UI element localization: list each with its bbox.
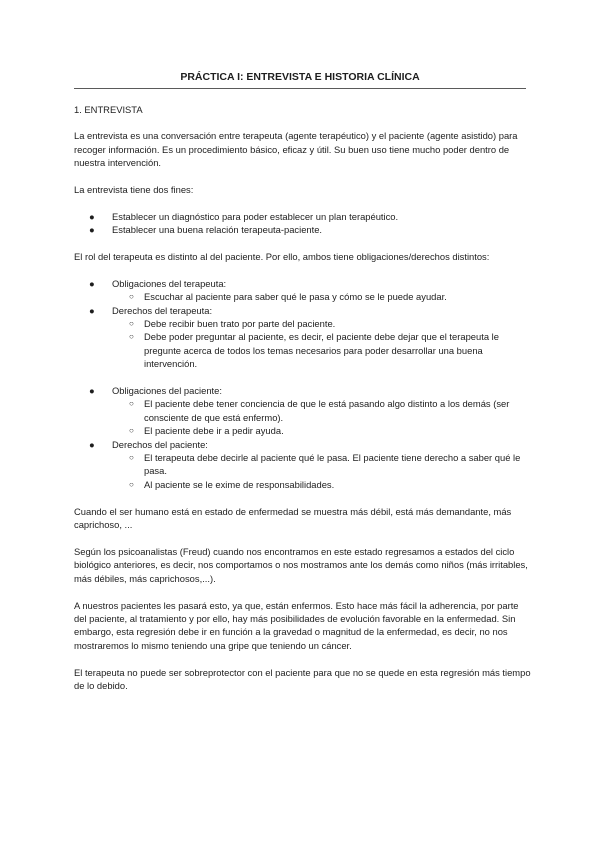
circle-bullet-icon: ○: [129, 399, 134, 409]
sublist: [112, 317, 532, 371]
rol-intro: El rol del terapeuta es distinto al del paciente. Por ello, ambos tiene obligaciones/derechos distintos:: [74, 251, 490, 263]
circle-bullet-icon: ○: [129, 292, 134, 302]
document-title: PRÁCTICA I: ENTREVISTA E HISTORIA CLÍNICA: [180, 71, 420, 83]
terapeuta-list: [74, 277, 532, 371]
circle-bullet-icon: ○: [129, 319, 134, 329]
circle-bullet-icon: ○: [129, 479, 134, 489]
body-paragraph: A nuestros pacientes les pasará esto, ya que, están enfermos. Esto hace más fácil la adherencia, por parte del paciente, al tratamiento y por ello, hay más posibilidades de evolución favorable en la enfermedad. Sin embargo, esta regresión debe ir en función a la gravedad o magnitud de la enfermedad, es decir, no nos mostraremos lo mismo teniendo una gripe que teniendo un cáncer.: [74, 599, 519, 651]
document-body: [74, 103, 532, 706]
title-divider: [74, 88, 526, 89]
sublist-item: ○ El paciente debe ir a pedir ayuda.: [129, 425, 284, 437]
intro-paragraph: La entrevista es una conversación entre terapeuta (agente terapéutico) y el paciente (agente asistido) para recoger información. Es un procedimiento básico, eficaz y útil. Su buen uso tiene mucho poder dentro de nuestra intervención.: [74, 130, 518, 169]
sublist-item: ○ Escuchar al paciente para saber qué le pasa y cómo se le puede ayudar.: [129, 291, 447, 303]
body-paragraph: Cuando el ser humano está en estado de enfermedad se muestra más débil, está más demandante, más caprichoso, ...: [74, 505, 512, 531]
bullet-icon: ●: [89, 224, 95, 236]
sublist-item: ○ Al paciente se le exime de responsabilidades.: [129, 478, 335, 490]
section-heading: 1. ENTREVISTA: [74, 104, 143, 115]
sublist-item: ○ Debe poder preguntar al paciente, es decir, el paciente debe dejar que el terapeuta le pregunte acerca de todos los temas necesarios para poder desarrollar una buena intervención.: [129, 331, 499, 370]
list-item: ● Obligaciones del paciente: ○ El paciente debe tener conciencia de que le está pasando algo distinto a los demás (ser consciente de que está enfermo). ○ El paciente debe ir a pedir ayuda.: [74, 384, 532, 438]
bullet-icon: ●: [89, 385, 95, 397]
sublist: [112, 290, 532, 303]
body-paragraph: Según los psicoanalistas (Freud) cuando nos encontramos en este estado regresamos a estados del ciclo biológico anteriores, es decir, nos comportamos o nos mostramos ante los demás como niños (más irritables, más débiles, más caprichosos,...).: [74, 545, 528, 584]
bullet-icon: ●: [89, 277, 95, 289]
bullet-icon: ●: [89, 304, 95, 316]
sublist: [112, 451, 532, 491]
fines-intro: La entrevista tiene dos fines:: [74, 184, 194, 196]
bullet-icon: ●: [89, 210, 95, 222]
sublist-item: ○ El terapeuta debe decirle al paciente qué le pasa. El paciente tiene derecho a saber qué le pasa.: [129, 452, 521, 477]
list-item: ● Establecer una buena relación terapeuta-paciente.: [89, 224, 323, 236]
sublist-item: ○ El paciente debe tener conciencia de que le está pasando algo distinto a los demás (ser consciente de que está enfermo).: [129, 398, 510, 423]
sublist-item: ○ Debe recibir buen trato por parte del paciente.: [129, 318, 336, 330]
circle-bullet-icon: ○: [129, 453, 134, 463]
bullet-icon: ●: [89, 438, 95, 450]
paciente-list: [74, 384, 532, 491]
list-item: ● Establecer un diagnóstico para poder establecer un plan terapéutico.: [89, 210, 399, 222]
list-item: ● Derechos del paciente: ○ El terapeuta debe decirle al paciente qué le pasa. El paciente tiene derecho a saber qué le pasa. ○ Al paciente se le exime de responsabilidades.: [74, 438, 532, 492]
fines-list: [74, 210, 532, 237]
list-item: ● Obligaciones del terapeuta: ○ Escuchar al paciente para saber qué le pasa y cómo se le puede ayudar.: [74, 277, 532, 304]
body-paragraph: El terapeuta no puede ser sobreprotector con el paciente para que no se quede en esta regresión más tiempo de lo debido.: [74, 666, 531, 691]
list-item: ● Derechos del terapeuta: ○ Debe recibir buen trato por parte del paciente. ○ Debe poder preguntar al paciente, es decir, el paciente debe dejar que el terapeuta le pregunte acerca de todos los temas necesarios para poder desarrollar una buena intervención.: [74, 304, 532, 371]
sublist: [112, 397, 532, 437]
circle-bullet-icon: ○: [129, 426, 134, 436]
circle-bullet-icon: ○: [129, 332, 134, 342]
